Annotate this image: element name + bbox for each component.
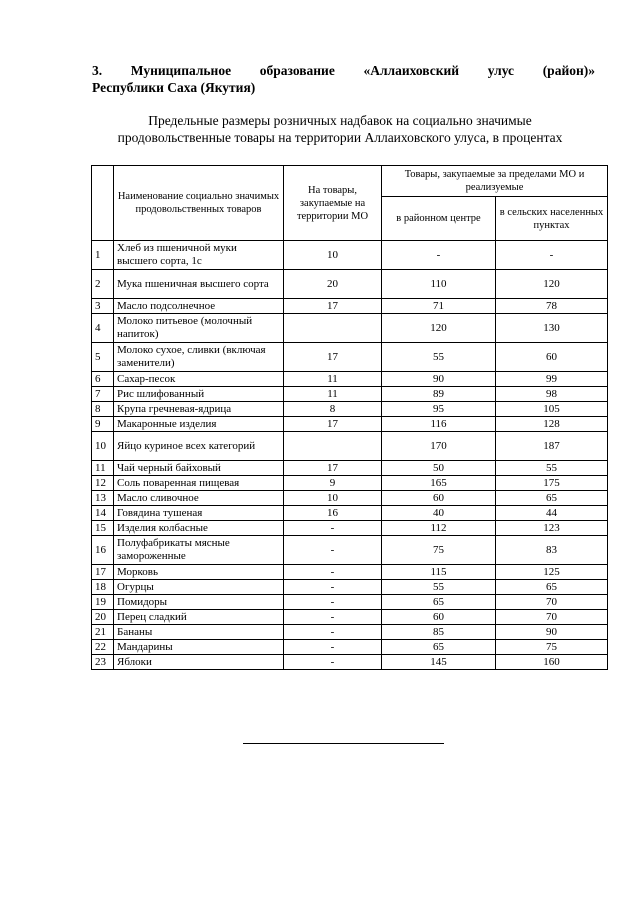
table-row: [92, 595, 608, 610]
header-rural: в сельских населенных пунктах: [496, 197, 608, 241]
markup-local: 10: [284, 491, 382, 506]
section-heading: [92, 62, 595, 96]
markup-rural: 60: [496, 343, 608, 372]
table-row: [92, 506, 608, 521]
markup-district-center: 165: [382, 476, 496, 491]
table-caption-line1: Предельные размеры розничных надбавок на социально значимые: [148, 113, 532, 128]
markup-rural: 125: [496, 565, 608, 580]
markup-local: 20: [284, 270, 382, 299]
markup-local: -: [284, 640, 382, 655]
product-name: Масло сливочное: [114, 491, 284, 506]
markup-local: 8: [284, 402, 382, 417]
table-row: [92, 343, 608, 372]
markup-local: -: [284, 521, 382, 536]
table-row: [92, 536, 608, 565]
table-row: [92, 580, 608, 595]
markup-rural: 75: [496, 640, 608, 655]
product-name: Полуфабрикаты мясные замороженные: [114, 536, 284, 565]
markup-rural: 78: [496, 299, 608, 314]
row-number: 13: [92, 491, 114, 506]
row-number: 18: [92, 580, 114, 595]
row-number: 14: [92, 506, 114, 521]
markup-rural: 55: [496, 461, 608, 476]
markup-local: 9: [284, 476, 382, 491]
markup-local: 17: [284, 299, 382, 314]
table-body: [92, 241, 608, 670]
header-outside: Товары, закупаемые за пределами МО и реализуемые: [382, 166, 608, 197]
row-number: 11: [92, 461, 114, 476]
row-number: 16: [92, 536, 114, 565]
row-number: 23: [92, 655, 114, 670]
product-name: Сахар-песок: [114, 372, 284, 387]
product-name: Молоко питьевое (молочный напиток): [114, 314, 284, 343]
product-name: Огурцы: [114, 580, 284, 595]
table-row: [92, 640, 608, 655]
markup-district-center: 116: [382, 417, 496, 432]
row-number: 21: [92, 625, 114, 640]
table-row: [92, 432, 608, 461]
table-row: [92, 491, 608, 506]
markup-local: [284, 314, 382, 343]
markup-rural: 44: [496, 506, 608, 521]
row-number: 6: [92, 372, 114, 387]
row-number: 5: [92, 343, 114, 372]
header-district-center: в районном центре: [382, 197, 496, 241]
row-number: 7: [92, 387, 114, 402]
product-name: Мука пшеничная высшего сорта: [114, 270, 284, 299]
row-number: 1: [92, 241, 114, 270]
section-heading-line2: Республики Саха (Якутия): [92, 80, 256, 95]
markup-local: 11: [284, 372, 382, 387]
markup-rural: 70: [496, 595, 608, 610]
markup-table: [91, 165, 608, 670]
section-heading-line1: [92, 62, 595, 79]
markup-rural: 90: [496, 625, 608, 640]
heading-word: Муниципальное: [130, 63, 232, 78]
markup-rural: 98: [496, 387, 608, 402]
header-number: [92, 166, 114, 241]
markup-district-center: 40: [382, 506, 496, 521]
markup-district-center: 89: [382, 387, 496, 402]
table-row: [92, 476, 608, 491]
row-number: 3: [92, 299, 114, 314]
heading-word: «Аллаиховский: [363, 63, 460, 78]
markup-local: -: [284, 565, 382, 580]
row-number: 10: [92, 432, 114, 461]
product-name: Хлеб из пшеничной муки высшего сорта, 1с: [114, 241, 284, 270]
table-caption-line2: продовольственные товары на территории Аллаиховского улуса, в процентах: [117, 130, 563, 145]
row-number: 15: [92, 521, 114, 536]
row-number: 2: [92, 270, 114, 299]
product-name: Яйцо куриное всех категорий: [114, 432, 284, 461]
row-number: 9: [92, 417, 114, 432]
markup-district-center: 55: [382, 343, 496, 372]
table-row: [92, 655, 608, 670]
markup-rural: 65: [496, 580, 608, 595]
heading-word: (район)»: [542, 63, 595, 78]
markup-district-center: 95: [382, 402, 496, 417]
markup-district-center: 90: [382, 372, 496, 387]
markup-rural: 187: [496, 432, 608, 461]
product-name: Масло подсолнечное: [114, 299, 284, 314]
product-name: Морковь: [114, 565, 284, 580]
markup-local: 16: [284, 506, 382, 521]
markup-local: 17: [284, 343, 382, 372]
heading-word: образование: [259, 63, 335, 78]
table-row: [92, 387, 608, 402]
table-row: [92, 417, 608, 432]
markup-local: 17: [284, 417, 382, 432]
product-name: Рис шлифованный: [114, 387, 284, 402]
markup-rural: 175: [496, 476, 608, 491]
header-product-name: Наименование социально значимых продовольственных товаров: [114, 166, 284, 241]
row-number: 8: [92, 402, 114, 417]
markup-district-center: 60: [382, 610, 496, 625]
row-number: 22: [92, 640, 114, 655]
product-name: Помидоры: [114, 595, 284, 610]
markup-district-center: 120: [382, 314, 496, 343]
markup-district-center: 170: [382, 432, 496, 461]
markup-rural: -: [496, 241, 608, 270]
table-row: [92, 299, 608, 314]
markup-local: -: [284, 536, 382, 565]
markup-district-center: 75: [382, 536, 496, 565]
table-row: [92, 565, 608, 580]
markup-district-center: 145: [382, 655, 496, 670]
markup-rural: 105: [496, 402, 608, 417]
table-row: [92, 610, 608, 625]
table-row: [92, 521, 608, 536]
markup-rural: 123: [496, 521, 608, 536]
row-number: 4: [92, 314, 114, 343]
markup-rural: 83: [496, 536, 608, 565]
markup-rural: 70: [496, 610, 608, 625]
markup-local: 17: [284, 461, 382, 476]
product-name: Чай черный байховый: [114, 461, 284, 476]
markup-local: 11: [284, 387, 382, 402]
markup-local: -: [284, 580, 382, 595]
markup-rural: 128: [496, 417, 608, 432]
markup-local: [284, 432, 382, 461]
markup-rural: 130: [496, 314, 608, 343]
product-name: Мандарины: [114, 640, 284, 655]
table-row: [92, 314, 608, 343]
markup-district-center: 65: [382, 640, 496, 655]
product-name: Соль поваренная пищевая: [114, 476, 284, 491]
markup-rural: 99: [496, 372, 608, 387]
markup-local: -: [284, 595, 382, 610]
product-name: Говядина тушеная: [114, 506, 284, 521]
product-name: Молоко сухое, сливки (включая заменители): [114, 343, 284, 372]
product-name: Яблоки: [114, 655, 284, 670]
table-row: [92, 372, 608, 387]
table-row: [92, 241, 608, 270]
row-number: 17: [92, 565, 114, 580]
product-name: Макаронные изделия: [114, 417, 284, 432]
markup-rural: 120: [496, 270, 608, 299]
markup-district-center: 55: [382, 580, 496, 595]
table-row: [92, 461, 608, 476]
product-name: Перец сладкий: [114, 610, 284, 625]
product-name: Крупа гречневая-ядрица: [114, 402, 284, 417]
markup-local: -: [284, 655, 382, 670]
markup-local: -: [284, 610, 382, 625]
markup-district-center: 60: [382, 491, 496, 506]
markup-district-center: 112: [382, 521, 496, 536]
heading-word: улус: [487, 63, 515, 78]
markup-district-center: 110: [382, 270, 496, 299]
product-name: Изделия колбасные: [114, 521, 284, 536]
row-number: 20: [92, 610, 114, 625]
row-number: 12: [92, 476, 114, 491]
section-number: 3.: [92, 63, 103, 78]
markup-district-center: 71: [382, 299, 496, 314]
table-caption: [60, 112, 620, 146]
table-row: [92, 625, 608, 640]
markup-rural: 65: [496, 491, 608, 506]
table-row: [92, 402, 608, 417]
markup-local: -: [284, 625, 382, 640]
markup-district-center: 85: [382, 625, 496, 640]
markup-district-center: 50: [382, 461, 496, 476]
markup-district-center: 65: [382, 595, 496, 610]
markup-local: 10: [284, 241, 382, 270]
table-row: [92, 270, 608, 299]
markup-rural: 160: [496, 655, 608, 670]
product-name: Бананы: [114, 625, 284, 640]
markup-district-center: -: [382, 241, 496, 270]
markup-district-center: 115: [382, 565, 496, 580]
end-divider: [243, 743, 444, 744]
row-number: 19: [92, 595, 114, 610]
header-local: На товары, закупаемые на территории МО: [284, 166, 382, 241]
